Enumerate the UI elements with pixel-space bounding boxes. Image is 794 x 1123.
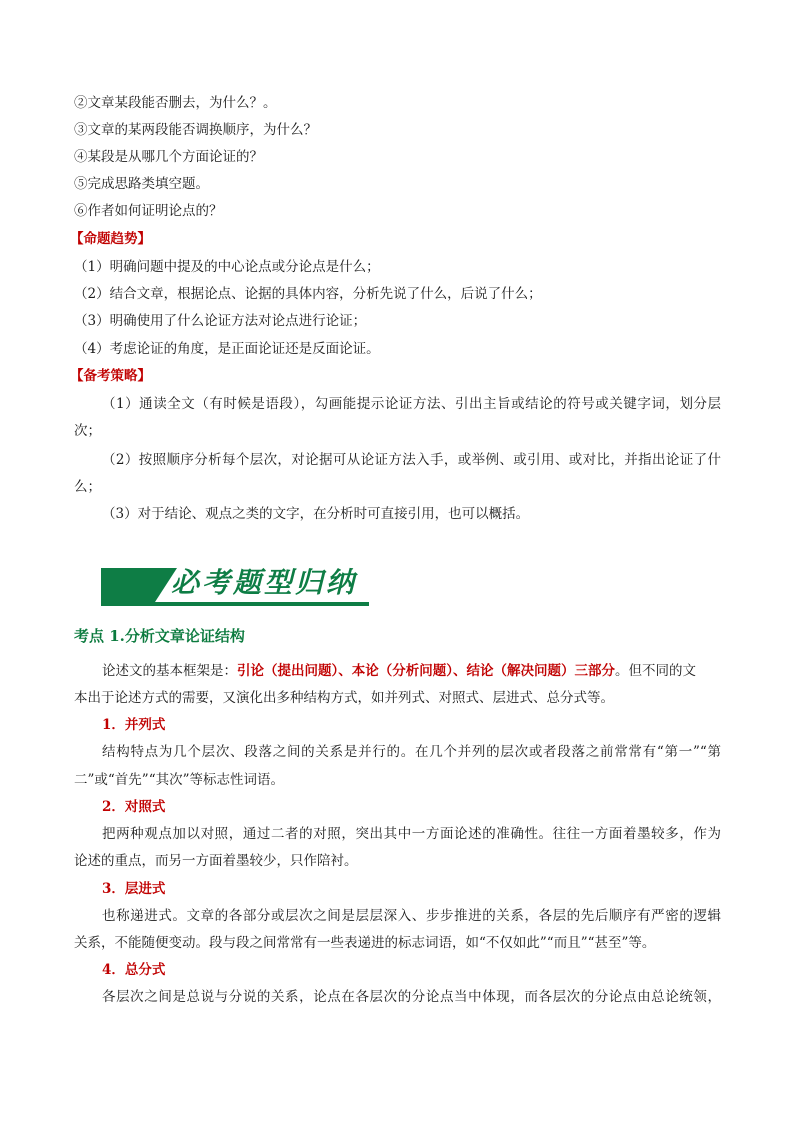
strategy-paragraph-2-line-2: 么； — [74, 479, 101, 495]
question-item: ⑤完成思路类填空题。 — [74, 176, 209, 192]
intro-suffix: 。但不同的文 — [615, 663, 696, 679]
question-item: ④某段是从哪几个方面论证的？ — [74, 149, 263, 165]
trend-heading: 【命题趋势】 — [70, 231, 151, 247]
strategy-paragraph-3: （3）对于结论、观点之类的文字，在分析时可直接引用，也可以概括。 — [102, 506, 530, 522]
section-banner — [101, 562, 369, 606]
strategy-paragraph-1-line-2: 次； — [74, 423, 101, 439]
trend-item: （1）明确问题中提及的中心论点或分论点是什么； — [74, 259, 380, 275]
strategy-paragraph-1-line-1: （1）通读全文（有时候是语段），勾画能提示论证方法、引出主旨或结论的符号或关键字词，划分层 — [102, 396, 721, 412]
type-heading-progressive: 3．层进式 — [102, 881, 166, 897]
type-parallel-line-1: 结构特点为几个层次、段落之间的关系是并行的。在几个并列的层次或者段落之前常常有“第一”“第 — [102, 744, 721, 760]
question-item: ⑥作者如何证明论点的？ — [74, 203, 223, 219]
strategy-paragraph-2-line-1: （2）按照顺序分析每个层次，对论据可从论证方法入手，或举例、或引用、或对比，并指出论证了什 — [102, 452, 721, 468]
type-heading-general-specific: 4．总分式 — [102, 962, 166, 978]
strategy-heading: 【备考策略】 — [70, 368, 151, 384]
type-progressive-line-2: 关系，不能随便变动。段与段之间常常有一些表递进的标志词语，如“不仅如此”“而且”“甚至”等。 — [74, 935, 656, 951]
type-contrast-line-2: 论述的重点，而另一方面着墨较少，只作陪衬。 — [74, 853, 358, 869]
intro-framework: 引论（提出问题）、本论（分析问题）、结论（解决问题）三部分 — [237, 663, 615, 679]
type-progressive-line-1: 也称递进式。文章的各部分或层次之间是层层深入、步步推进的关系，各层的先后顺序有严密的逻辑 — [102, 908, 721, 924]
type-contrast-line-1: 把两种观点加以对照，通过二者的对照，突出其中一方面论述的准确性。往往一方面着墨较多，作为 — [102, 826, 721, 842]
intro-line-2: 本出于论述方式的需要，又演化出多种结构方式，如并列式、对照式、层进式、总分式等。 — [74, 690, 614, 706]
trend-item: （4）考虑论证的角度，是正面论证还是反面论证。 — [74, 341, 380, 357]
type-parallel-line-2: 二”或“首先”“其次”等标志性词语。 — [74, 772, 285, 788]
trend-item: （2）结合文章，根据论点、论据的具体内容，分析先说了什么，后说了什么； — [74, 286, 542, 302]
trend-item: （3）明确使用了什么论证方法对论点进行论证； — [74, 313, 367, 329]
question-item: ②文章某段能否删去，为什么？。 — [74, 95, 277, 111]
banner-underline — [101, 602, 369, 606]
section-title: 考点 1.分析文章论证结构 — [74, 627, 245, 645]
type-heading-parallel: 1．并列式 — [102, 717, 166, 733]
type-general-specific-line-1: 各层次之间是总说与分说的关系，论点在各层次的分论点当中体现，而各层次的分论点由总论统领， — [102, 989, 721, 1005]
intro-line-1 — [102, 662, 696, 680]
type-heading-contrast: 2．对照式 — [102, 799, 166, 815]
banner-stripe — [101, 568, 155, 602]
intro-prefix: 论述文的基本框架是： — [102, 663, 237, 679]
question-item: ③文章的某两段能否调换顺序，为什么？ — [74, 122, 317, 138]
banner-title: 必考题型归纳 — [171, 566, 358, 599]
